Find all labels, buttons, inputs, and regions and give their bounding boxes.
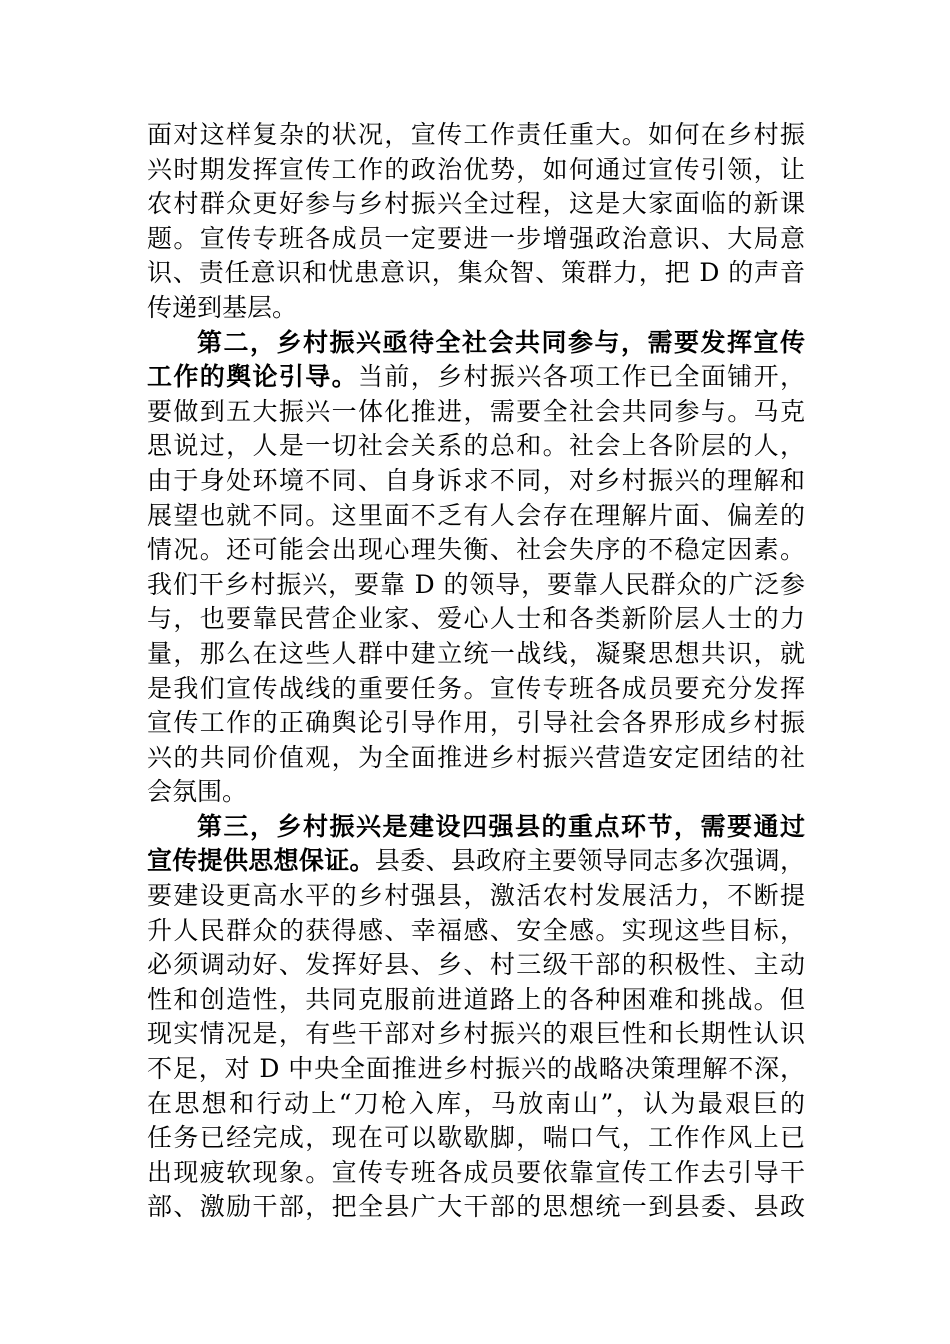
paragraph-3 <box>147 810 805 1225</box>
text-run: 现实情况是，有些干部对乡村振兴的艰巨性和长期性认识 <box>147 1019 805 1049</box>
text-line <box>147 429 805 464</box>
text-run: 部、激励干部，把全县广大干部的思想统一到县委、县政 <box>147 1192 805 1222</box>
text-run: 展望也就不同。这里面不乏有人会存在理解片面、偏差的 <box>147 500 805 530</box>
text-line <box>147 153 805 188</box>
text-line <box>147 810 805 845</box>
text-run: 不足，对 D 中央全面推进乡村振兴的战略决策理解不深， <box>147 1054 805 1084</box>
text-line <box>147 879 805 914</box>
text-run: 面对这样复杂的状况，宣传工作责任重大。如何在乡村振 <box>147 120 805 149</box>
text-run: 我们干乡村振兴，要靠 D 的领导，要靠人民群众的广泛参 <box>147 569 805 599</box>
text-run: 传递到基层。 <box>147 292 298 322</box>
text-run: 是我们宣传战线的重要任务。宣传专班各成员要充分发挥 <box>147 673 805 703</box>
text-run: 性和创造性，共同克服前进道路上的各种困难和挑战。但 <box>147 984 805 1014</box>
text-line <box>147 1190 805 1225</box>
heading-run: 工作的舆论引导。 <box>147 362 358 392</box>
text-line <box>147 499 805 534</box>
text-run: 升人民群众的获得感、幸福感、安全感。实现这些目标， <box>147 915 805 945</box>
text-run: 任务已经完成，现在可以歇歇脚，喘口气，工作作风上已 <box>147 1123 805 1153</box>
text-run: 兴时期发挥宣传工作的政治优势，如何通过宣传引领，让 <box>147 154 805 184</box>
text-line <box>147 602 805 637</box>
paragraph-2 <box>147 326 805 810</box>
text-run: 宣传工作的正确舆论引导作用，引导社会各界形成乡村振 <box>147 708 805 738</box>
text-line <box>147 118 805 153</box>
text-line <box>147 706 805 741</box>
text-line <box>147 360 805 395</box>
text-run: 由于身处环境不同、自身诉求不同，对乡村振兴的理解和 <box>147 465 805 495</box>
text-run: 县委、县政府主要领导同志多次强调， <box>374 846 805 876</box>
text-run: 思说过，人是一切社会关系的总和。社会上各阶层的人， <box>147 431 805 461</box>
text-run: 量，那么在这些人群中建立统一战线，凝聚思想共识，就 <box>147 638 805 668</box>
text-line <box>147 844 805 879</box>
text-run: 出现疲软现象。宣传专班各成员要依靠宣传工作去引导干 <box>147 1157 805 1187</box>
text-line <box>147 187 805 222</box>
heading-run: 第二，乡村振兴亟待全社会共同参与，需要发挥宣传 <box>197 327 805 357</box>
text-run: 农村群众更好参与乡村振兴全过程，这是大家面临的新课 <box>147 189 805 219</box>
text-run: 要做到五大振兴一体化推进，需要全社会共同参与。马克 <box>147 396 805 426</box>
text-line <box>147 568 805 603</box>
text-line <box>147 1156 805 1191</box>
text-run: 要建设更高水平的乡村强县，激活农村发展活力，不断提 <box>147 881 805 911</box>
text-line <box>147 672 805 707</box>
text-line <box>147 464 805 499</box>
text-run: 识、责任意识和忧患意识，集众智、策群力，把 D 的声音 <box>147 258 805 288</box>
text-run: 题。宣传专班各成员一定要进一步增强政治意识、大局意 <box>147 223 805 253</box>
heading-run: 第三，乡村振兴是建设四强县的重点环节，需要通过 <box>197 811 805 841</box>
text-line <box>147 326 805 361</box>
text-line <box>147 741 805 776</box>
text-line <box>147 256 805 291</box>
heading-run: 宣传提供思想保证。 <box>147 846 375 876</box>
text-line <box>147 291 805 326</box>
text-line <box>147 1017 805 1052</box>
text-line <box>147 1052 805 1087</box>
text-line <box>147 983 805 1018</box>
text-run: 与，也要靠民营企业家、爱心人士和各类新阶层人士的力 <box>147 604 805 634</box>
text-run: 情况。还可能会出现心理失衡、社会失序的不稳定因素。 <box>147 535 805 565</box>
document-page <box>147 118 805 1225</box>
text-run: 在思想和行动上“刀枪入库，马放南山”，认为最艰巨的 <box>147 1088 805 1118</box>
text-line <box>147 914 805 949</box>
text-line <box>147 637 805 672</box>
text-line <box>147 1121 805 1156</box>
text-line <box>147 222 805 257</box>
text-run: 会氛围。 <box>147 777 248 807</box>
text-run: 当前，乡村振兴各项工作已全面铺开， <box>358 362 805 392</box>
text-line <box>147 775 805 810</box>
text-run: 兴的共同价值观，为全面推进乡村振兴营造安定团结的社 <box>147 742 805 772</box>
text-line <box>147 1087 805 1122</box>
text-run: 必须调动好、发挥好县、乡、村三级干部的积极性、主动 <box>147 950 805 980</box>
text-line <box>147 395 805 430</box>
paragraph-1 <box>147 118 805 326</box>
text-line <box>147 948 805 983</box>
text-line <box>147 533 805 568</box>
